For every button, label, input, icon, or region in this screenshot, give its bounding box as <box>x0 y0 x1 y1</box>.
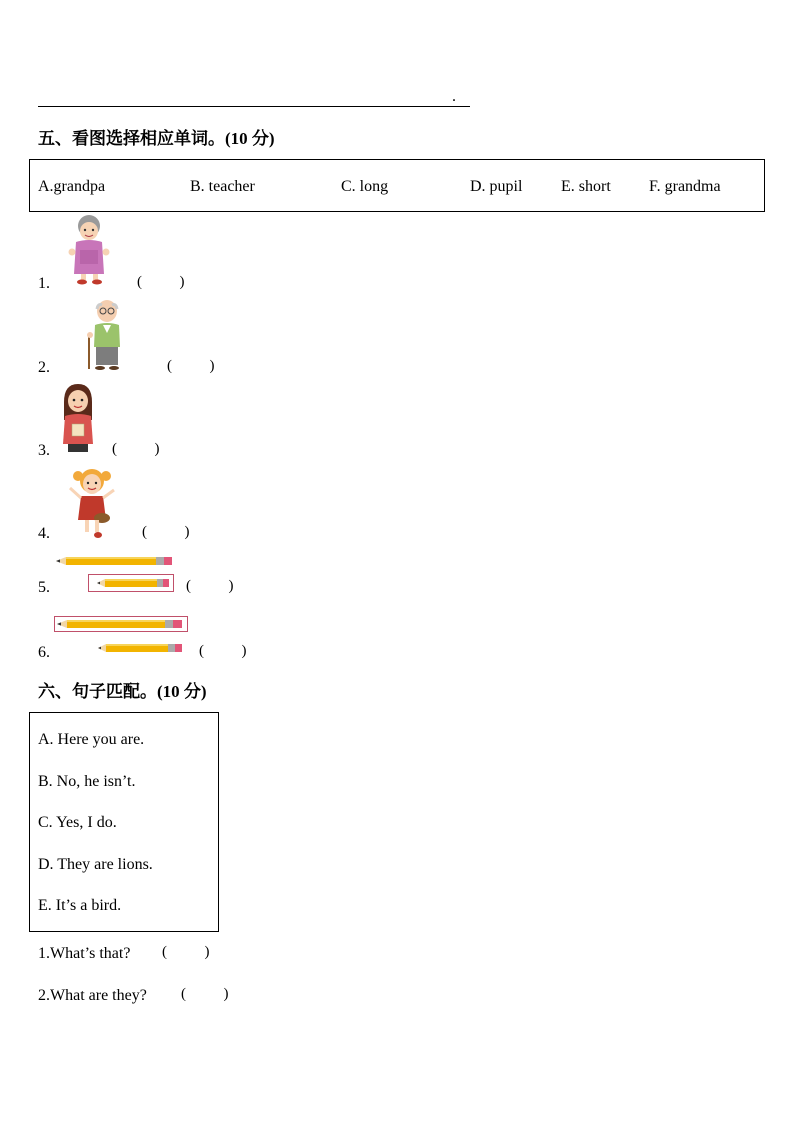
comparison-pencil-icon <box>98 643 184 653</box>
item-4-answer[interactable]: ( ) <box>142 524 190 540</box>
reference-pencil-icon <box>56 556 174 566</box>
item-2-number: 2. <box>38 359 50 376</box>
sentence-option-d: D. They are lions. <box>38 856 153 873</box>
option-a: A.grandpa <box>38 178 106 195</box>
question-1-answer[interactable]: ( ) <box>162 944 210 960</box>
option-c: C. long <box>341 178 389 195</box>
section-6-title <box>38 681 207 703</box>
question-2-answer[interactable]: ( ) <box>181 986 229 1002</box>
section-6-score: (10 分) <box>157 682 207 701</box>
answer-line <box>38 106 470 107</box>
item-5-answer[interactable]: ( ) <box>186 578 234 594</box>
long-pencil-icon <box>54 616 188 632</box>
line-dot: . <box>452 88 456 105</box>
option-f: F. grandma <box>649 178 721 195</box>
sentence-option-b: B. No, he isn’t. <box>38 773 136 790</box>
short-pencil-icon <box>88 574 174 592</box>
item-3-number: 3. <box>38 442 50 459</box>
sentence-option-e: E. It’s a bird. <box>38 897 122 914</box>
option-e: E. short <box>561 178 611 195</box>
section-5-title-text: 五、看图选择相应单词。 <box>38 129 225 149</box>
pupil-girl-icon <box>68 468 116 540</box>
item-1-answer[interactable]: ( ) <box>137 274 185 290</box>
grandpa-icon <box>84 299 126 371</box>
teacher-icon <box>60 384 96 456</box>
question-1: 1.What’s that? <box>38 945 131 962</box>
section-5-title <box>38 128 275 150</box>
section-5-score: (10 分) <box>225 129 275 148</box>
item-5-number: 5. <box>38 579 50 596</box>
item-6-answer[interactable]: ( ) <box>199 643 247 659</box>
item-4-number: 4. <box>38 525 50 542</box>
item-2-answer[interactable]: ( ) <box>167 358 215 374</box>
grandma-icon <box>66 214 112 284</box>
item-6-number: 6. <box>38 644 50 661</box>
item-3-answer[interactable]: ( ) <box>112 441 160 457</box>
option-d: D. pupil <box>470 178 523 195</box>
item-1-number: 1. <box>38 275 50 292</box>
section-6-title-text: 六、句子匹配。 <box>38 682 157 702</box>
option-b: B. teacher <box>190 178 255 195</box>
question-2: 2.What are they? <box>38 987 147 1004</box>
sentence-option-c: C. Yes, I do. <box>38 814 117 831</box>
sentence-option-a: A. Here you are. <box>38 731 145 748</box>
